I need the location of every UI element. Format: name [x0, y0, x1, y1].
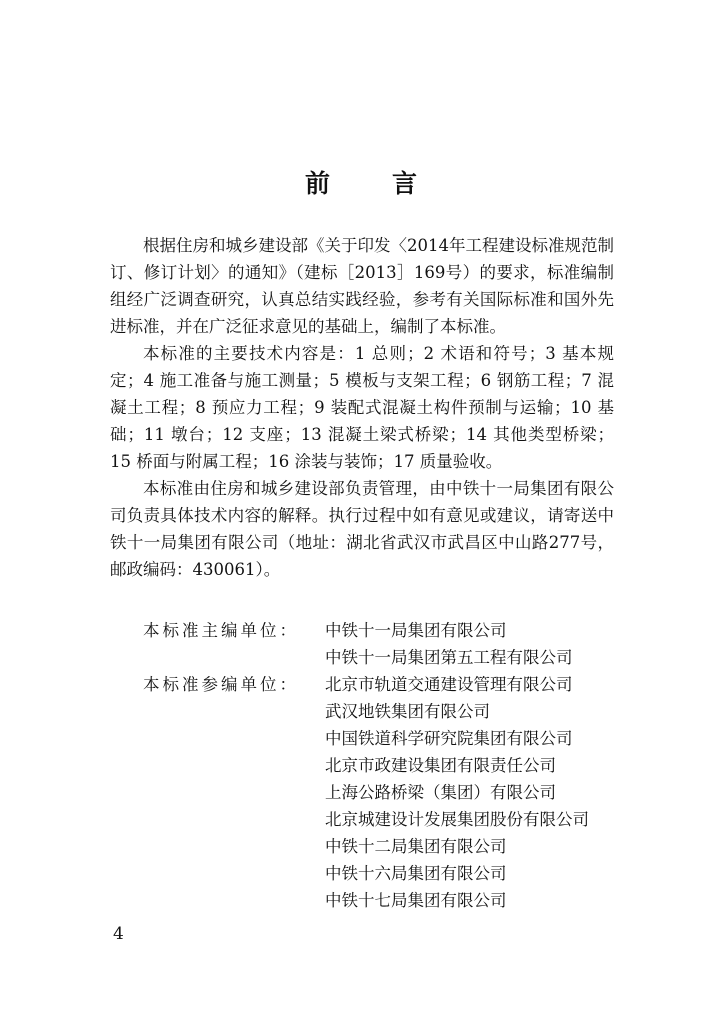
unit-row: [110, 860, 614, 887]
unit-name: 武汉地铁集团有限公司: [325, 702, 490, 721]
page-title: [0, 164, 724, 200]
unit-row: [110, 833, 614, 860]
unit-row: [110, 752, 614, 779]
units-list: [110, 617, 614, 914]
unit-row: [110, 806, 614, 833]
paragraph-3: 本标准由住房和城乡建设部负责管理，由中铁十一局集团有限公司负责具体技术内容的解释。执行过程中如有意见或建议，请寄送中铁十一局集团有限公司（地址：湖北省武汉市武昌区中山路277号，邮政编码：430061）。: [110, 479, 614, 579]
paragraph-1: 根据住房和城乡建设部《关于印发〈2014年工程建设标准规范制订、修订计划〉的通知》（建标［2013］169号）的要求，标准编制组经广泛调查研究，认真总结实践经验，参考有关国际标准和国外先进标准，并在广泛征求意见的基础上，编制了本标准。: [110, 236, 614, 336]
unit-name: 中铁十二局集团有限公司: [325, 837, 507, 856]
unit-row: [110, 698, 614, 725]
unit-name: 上海公路桥梁（集团）有限公司: [325, 783, 556, 802]
title-char-2: 言: [392, 169, 420, 198]
unit-name: 中铁十六局集团有限公司: [325, 864, 507, 883]
unit-row: [110, 644, 614, 671]
unit-row: [110, 671, 614, 698]
participating-units-label: 本标准参编单位：: [143, 675, 299, 694]
unit-name: 中铁十一局集团第五工程有限公司: [325, 648, 573, 667]
unit-name: 北京城建设计发展集团股份有限公司: [325, 810, 589, 829]
unit-name: 中铁十七局集团有限公司: [325, 891, 507, 910]
chief-units-label: 本标准主编单位：: [143, 621, 299, 640]
preface-body: [110, 232, 614, 583]
unit-name: 中国铁道科学研究院集团有限公司: [325, 729, 573, 748]
unit-name: 中铁十一局集团有限公司: [325, 621, 507, 640]
unit-row: [110, 617, 614, 644]
unit-name: 北京市政建设集团有限责任公司: [325, 756, 556, 775]
unit-row: [110, 887, 614, 914]
page-number: 4: [113, 924, 124, 944]
unit-row: [110, 779, 614, 806]
title-char-1: 前: [304, 169, 332, 198]
unit-name: 北京市轨道交通建设管理有限公司: [325, 675, 573, 694]
unit-row: [110, 725, 614, 752]
paragraph-2: 本标准的主要技术内容是：1 总则；2 术语和符号；3 基本规定；4 施工准备与施工测量；5 模板与支架工程；6 钢筋工程；7 混凝土工程；8 预应力工程；9 装配式混凝土构件预制与运输；10 基础；11 墩台；12 支座；13 混凝土梁式桥梁；14 其他类型桥梁；15 桥面与附属工程；16 涂装与装饰；17 质量验收。: [110, 344, 614, 471]
